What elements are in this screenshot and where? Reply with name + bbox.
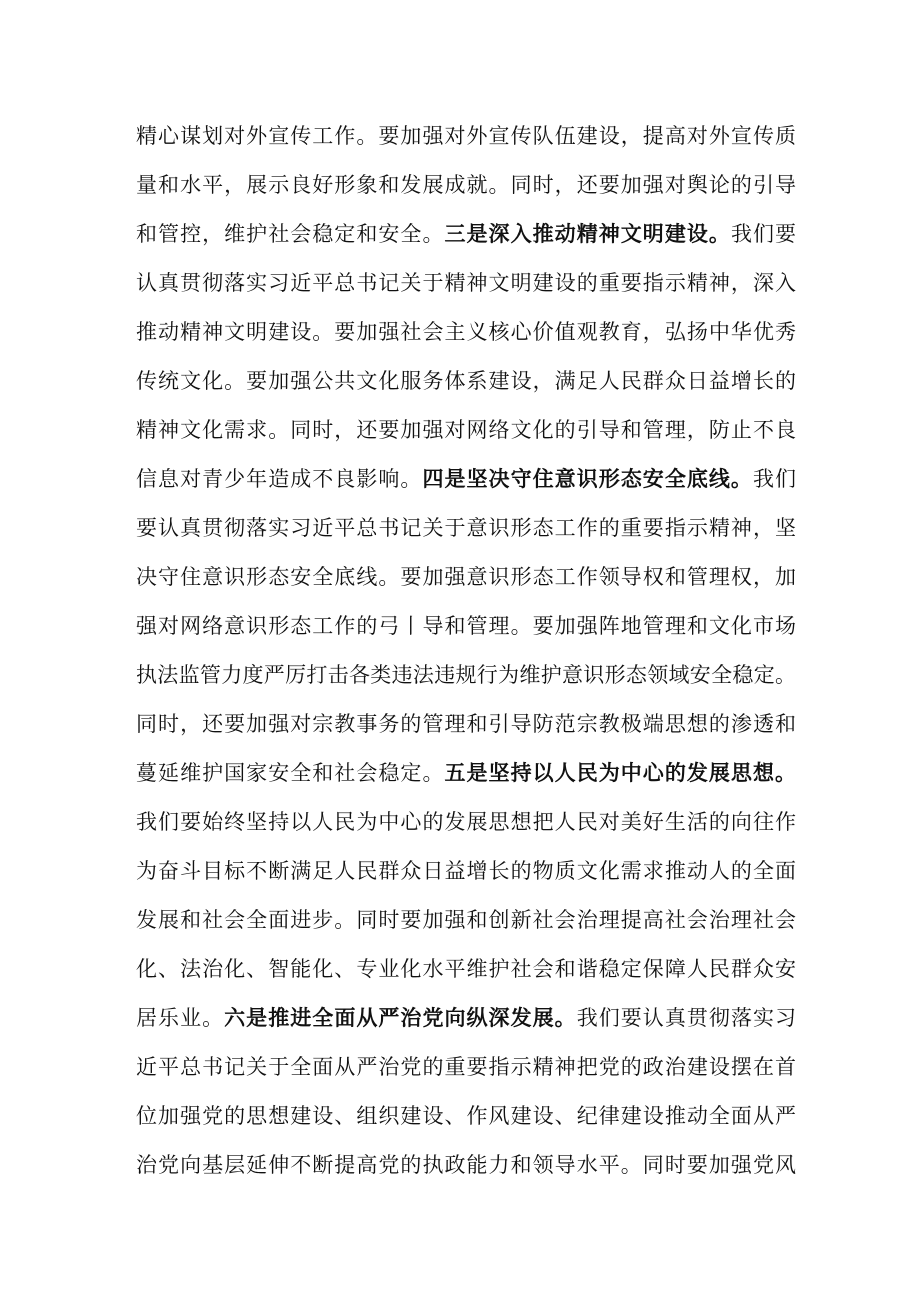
text-line bbox=[136, 259, 796, 308]
text-line bbox=[136, 945, 796, 994]
text-segment: 量和水平，展示良好形象和发展成就。同时，还要加强对舆论的引导 bbox=[136, 173, 796, 197]
text-segment: 近平总书记关于全面从严治党的重要指示精神把党的政治建设摆在首 bbox=[136, 1055, 796, 1079]
text-segment: 化、法治化、智能化、专业化水平维护社会和谐稳定保障人民群众安 bbox=[136, 957, 796, 981]
bold-heading-phrase: 三是深入推动精神文明建设。 bbox=[444, 222, 731, 246]
text-segment: 治党向基层延伸不断提高党的执政能力和领导水平。同时要加强党风 bbox=[136, 1153, 796, 1177]
text-segment: 执法监管力度严厉打击各类违法违规行为维护意识形态领域安全稳定。 bbox=[136, 663, 796, 687]
bold-heading-phrase: 四是坚决守住意识形态安全底线。 bbox=[422, 467, 753, 491]
text-line bbox=[136, 455, 796, 504]
text-segment: 要认真贯彻落实习近平总书记关于意识形态工作的重要指示精神，坚 bbox=[136, 516, 796, 540]
text-segment: 发展和社会全面进步。同时要加强和创新社会治理提高社会治理社会 bbox=[136, 908, 796, 932]
text-line bbox=[136, 1141, 796, 1190]
text-segment: 决守住意识形态安全底线。要加强意识形态工作领导权和管理权，加 bbox=[136, 565, 796, 589]
text-line bbox=[136, 210, 796, 259]
text-line bbox=[136, 700, 796, 749]
text-segment: 同时，还要加强对宗教事务的管理和引导防范宗教极端思想的渗透和 bbox=[136, 712, 796, 736]
text-segment: 居乐业。 bbox=[136, 1006, 225, 1030]
text-line bbox=[136, 406, 796, 455]
text-line bbox=[136, 357, 796, 406]
text-segment: 位加强党的思想建设、组织建设、作风建设、纪律建设推动全面从严 bbox=[136, 1104, 796, 1128]
bold-heading-phrase: 五是坚持以人民为中心的发展思想。 bbox=[444, 761, 797, 785]
text-line bbox=[136, 504, 796, 553]
bold-heading-phrase: 六是推进全面从严治党向纵深发展。 bbox=[224, 1006, 577, 1030]
text-line bbox=[136, 161, 796, 210]
text-segment: 我们要始终坚持以人民为中心的发展思想把人民对美好生活的向往作 bbox=[136, 810, 796, 834]
text-segment: 推动精神文明建设。要加强社会主义核心价值观教育，弘扬中华优秀 bbox=[136, 320, 796, 344]
text-line bbox=[136, 1043, 796, 1092]
text-line bbox=[136, 798, 796, 847]
text-segment: 我们 bbox=[752, 467, 797, 491]
text-segment: 强对网络意识形态工作的弓丨导和管理。要加强阵地管理和文化市场 bbox=[136, 614, 796, 638]
text-segment: 精心谋划对外宣传工作。要加强对外宣传队伍建设，提高对外宣传质 bbox=[136, 124, 796, 148]
text-line bbox=[136, 651, 796, 700]
text-line bbox=[136, 112, 796, 161]
text-segment: 为奋斗目标不断满足人民群众日益增长的物质文化需求推动人的全面 bbox=[136, 859, 796, 883]
text-segment: 精神文化需求。同时，还要加强对网络文化的引导和管理，防止不良 bbox=[136, 418, 796, 442]
text-segment: 传统文化。要加强公共文化服务体系建设，满足人民群众日益增长的 bbox=[136, 369, 796, 393]
text-line bbox=[136, 847, 796, 896]
text-line bbox=[136, 308, 796, 357]
text-segment: 认真贯彻落实习近平总书记关于精神文明建设的重要指示精神，深入 bbox=[136, 271, 796, 295]
text-line bbox=[136, 896, 796, 945]
text-line bbox=[136, 994, 796, 1043]
text-segment: 蔓延维护国家安全和社会稳定。 bbox=[136, 761, 445, 785]
text-segment: 和管控，维护社会稳定和安全。 bbox=[136, 222, 445, 246]
text-segment: 我们要认真贯彻落实习 bbox=[576, 1006, 797, 1030]
text-segment: 我们要 bbox=[730, 222, 797, 246]
text-line bbox=[136, 749, 796, 798]
body-text bbox=[136, 112, 796, 1190]
text-line bbox=[136, 1092, 796, 1141]
text-line bbox=[136, 602, 796, 651]
text-segment: 信息对青少年造成不良影响。 bbox=[136, 467, 423, 491]
text-line bbox=[136, 553, 796, 602]
